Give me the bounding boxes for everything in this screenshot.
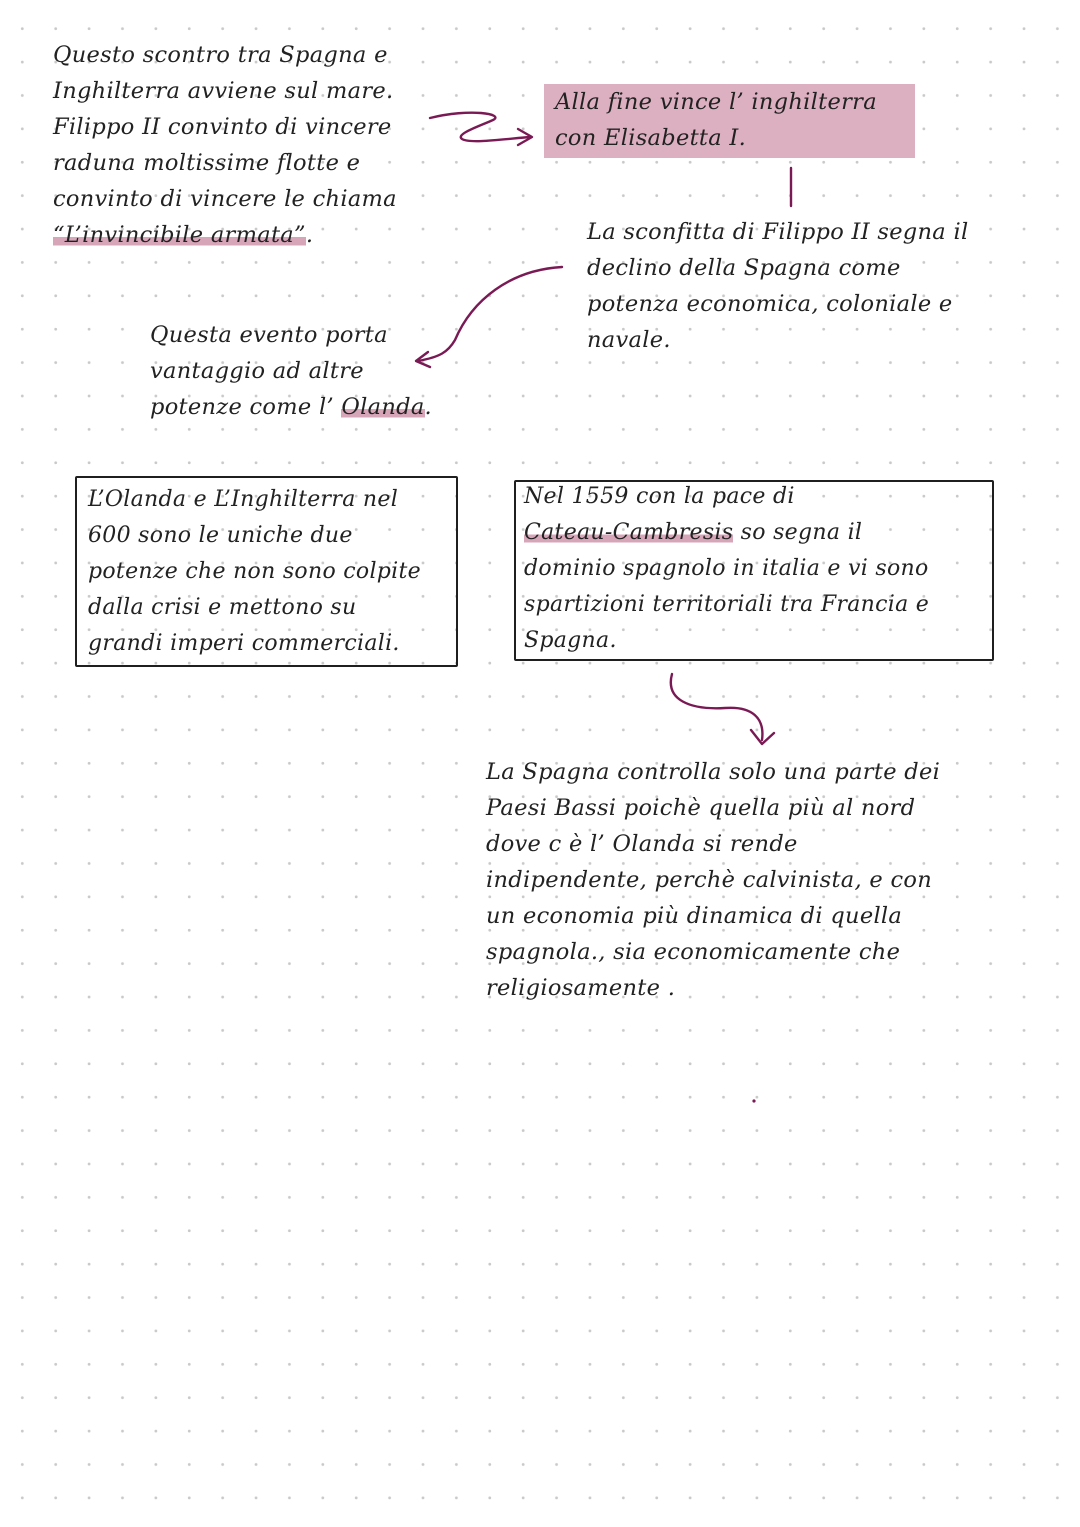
arrowhead-icon xyxy=(751,730,774,744)
text-line: convinto di vincere le chiama xyxy=(53,186,397,212)
text-line xyxy=(524,515,929,551)
sentence-end: . xyxy=(305,222,314,248)
text-line: Filippo II convinto di vincere xyxy=(53,114,392,140)
text-line xyxy=(150,389,432,425)
text-line: 600 sono le uniche due xyxy=(88,523,353,548)
text-line: dalla crisi e mettono su xyxy=(88,595,357,620)
curved-arrow-icon xyxy=(418,267,562,361)
text-line: spagnola., sia economicamente che xyxy=(486,939,901,965)
text-line: con Elisabetta I. xyxy=(555,125,747,151)
arrowhead-icon xyxy=(518,129,532,145)
victory-note xyxy=(555,84,877,156)
ink-dot xyxy=(752,1099,755,1102)
hook-arrow-icon xyxy=(671,674,763,740)
text-line: raduna moltissime flotte e xyxy=(53,150,361,176)
text-prefix: potenze come l’ xyxy=(150,394,342,420)
text-line: grandi imperi commerciali. xyxy=(88,631,400,656)
text-line: potenze che non sono colpite xyxy=(88,559,421,584)
text-line: Questa evento porta xyxy=(150,322,388,348)
text-line: L’Olanda e L’Inghilterra nel xyxy=(88,487,399,512)
text-line: indipendente, perchè calvinista, e con xyxy=(486,867,933,893)
text-line: religiosamente . xyxy=(486,975,676,1001)
armada-note xyxy=(53,37,397,253)
text-line: potenza economica, coloniale e xyxy=(587,291,953,317)
sentence-end: . xyxy=(424,394,432,420)
text-line: Inghilterra avviene sul mare. xyxy=(53,78,394,104)
peace-note xyxy=(524,479,929,659)
low-countries-note xyxy=(486,754,940,1006)
text-line: dominio spagnolo in italia e vi sono xyxy=(524,556,929,581)
squiggle-arrow-icon xyxy=(430,113,530,142)
text-line: dove c è l’ Olanda si rende xyxy=(486,831,798,857)
text-line xyxy=(53,217,397,253)
holland-england-note xyxy=(88,482,421,662)
advantage-note xyxy=(150,317,432,425)
text-line: La sconfitta di Filippo II segna il xyxy=(587,219,969,245)
text-line: spartizioni territoriali tra Francia e xyxy=(524,592,930,617)
invincible-armada-highlight: “L’invincibile armata” xyxy=(53,222,306,248)
text-line: Paesi Bassi poichè quella più al nord xyxy=(486,795,916,821)
cateau-cambresis-highlight: Cateau-Cambresis xyxy=(524,520,734,545)
defeat-note xyxy=(587,214,968,358)
text-line: Questo scontro tra Spagna e xyxy=(53,42,388,68)
text-line: vantaggio ad altre xyxy=(150,358,364,384)
olanda-highlight: Olanda xyxy=(341,394,425,420)
text-line: un economia più dinamica di quella xyxy=(486,903,903,929)
text-line: navale. xyxy=(587,327,671,353)
text-suffix: so segna il xyxy=(733,520,863,545)
text-line: La Spagna controlla solo una parte dei xyxy=(486,759,941,785)
text-line: Alla fine vince l’ inghilterra xyxy=(555,89,877,115)
text-line: declino della Spagna come xyxy=(587,255,901,281)
text-line: Nel 1559 con la pace di xyxy=(524,484,795,509)
text-line: Spagna. xyxy=(524,628,617,653)
